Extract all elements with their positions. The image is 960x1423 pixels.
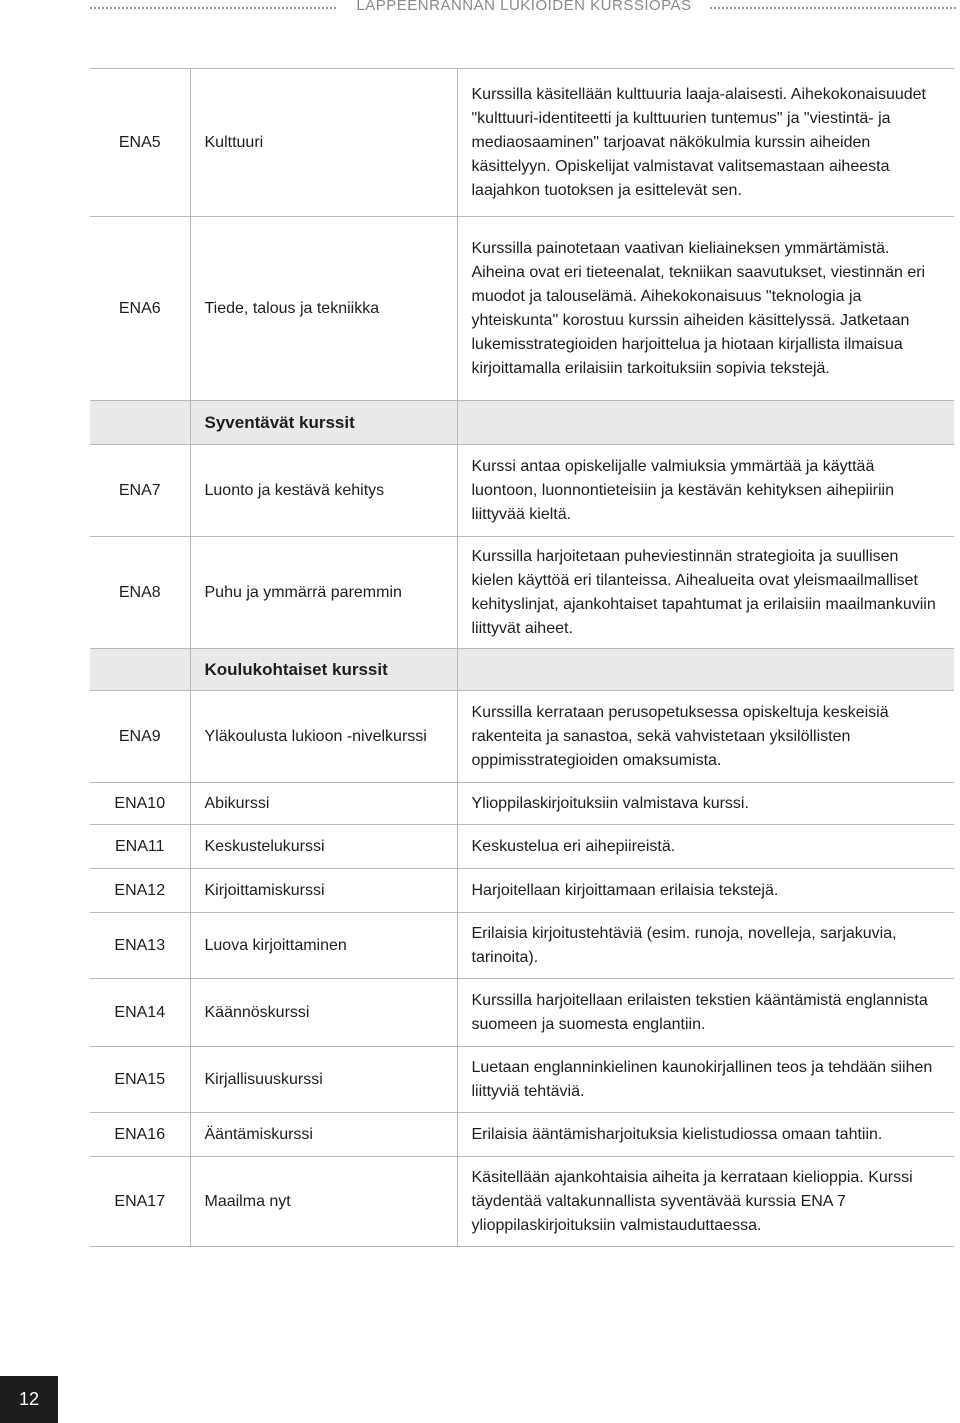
course-name: Luonto ja kestävä kehitys [190, 445, 457, 537]
course-code: ENA7 [90, 445, 190, 537]
course-name: Luova kirjoittaminen [190, 913, 457, 979]
course-code: ENA16 [90, 1113, 190, 1157]
table-row [90, 445, 954, 537]
table-row [90, 1113, 954, 1157]
table-row [90, 783, 954, 825]
course-table [90, 68, 954, 1247]
section-spacer [90, 401, 190, 445]
course-description: Kurssilla painotetaan vaativan kieliaineksen ymmärtämistä. Aiheina ovat eri tieteenalat, tekniikan saavutukset, viestinnän eri muodot ja talouselämä. Aihekokonaisuus "teknologia ja yhteiskunta" korostuu kurssin aiheiden käsittelyssä. Jatketaan lukemisstrategioiden harjoittelua ja hiotaan kirjallista ilmaisua kirjoittamalla erilaisiin tarkoituksiin sopivia tekstejä. [457, 217, 954, 401]
course-description: Ylioppilaskirjoituksiin valmistava kurssi. [457, 783, 954, 825]
page-header [0, 0, 960, 16]
header-dotted-rule-left [90, 7, 336, 9]
course-code: ENA6 [90, 217, 190, 401]
page-number: 12 [0, 1376, 58, 1423]
table-row [90, 69, 954, 217]
course-name: Puhu ja ymmärrä paremmin [190, 537, 457, 649]
course-code: ENA15 [90, 1047, 190, 1113]
header-dotted-rule-right [710, 7, 956, 9]
course-name: Käännöskurssi [190, 979, 457, 1047]
course-name: Abikurssi [190, 783, 457, 825]
course-description: Kurssi antaa opiskelijalle valmiuksia ymmärtää ja käyttää luontoon, luonnontieteisiin ja kestävän kehityksen aihepiiriin liittyvää kieltä. [457, 445, 954, 537]
course-name: Kirjallisuuskurssi [190, 1047, 457, 1113]
section-spacer [457, 401, 954, 445]
course-name: Kirjoittamiskurssi [190, 869, 457, 913]
course-name: Yläkoulusta lukioon -nivelkurssi [190, 691, 457, 783]
section-spacer [90, 649, 190, 691]
course-description: Kurssilla harjoitellaan erilaisten tekstien kääntämistä englannista suomeen ja suomesta englantiin. [457, 979, 954, 1047]
course-name: Kulttuuri [190, 69, 457, 217]
table-row [90, 1047, 954, 1113]
section-row [90, 649, 954, 691]
section-row [90, 401, 954, 445]
table-row [90, 979, 954, 1047]
table-row [90, 537, 954, 649]
course-name: Keskustelukurssi [190, 825, 457, 869]
course-description: Kurssilla harjoitetaan puheviestinnän strategioita ja suullisen kielen käyttöä eri tilanteissa. Aihealueita ovat yleismaailmalliset kehityslinjat, ajankohtaiset tapahtumat ja erilaisiin maailmankuviin liittyvät aiheet. [457, 537, 954, 649]
course-code: ENA13 [90, 913, 190, 979]
table-row [90, 869, 954, 913]
table-row [90, 1157, 954, 1247]
course-description: Erilaisia kirjoitustehtäviä (esim. runoja, novelleja, sarjakuvia, tarinoita). [457, 913, 954, 979]
course-description: Luetaan englanninkielinen kaunokirjallinen teos ja tehdään siihen liittyviä tehtäviä. [457, 1047, 954, 1113]
table-row [90, 825, 954, 869]
course-description: Keskustelua eri aihepiireistä. [457, 825, 954, 869]
table-row [90, 691, 954, 783]
course-description: Erilaisia ääntämisharjoituksia kielistudiossa omaan tahtiin. [457, 1113, 954, 1157]
course-code: ENA9 [90, 691, 190, 783]
course-code: ENA12 [90, 869, 190, 913]
course-description: Kurssilla kerrataan perusopetuksessa opiskeltuja keskeisiä rakenteita ja sanastoa, sekä vahvistetaan yksilöllisten oppimisstrategioiden omaksumista. [457, 691, 954, 783]
course-code: ENA8 [90, 537, 190, 649]
course-name: Tiede, talous ja tekniikka [190, 217, 457, 401]
course-name: Maailma nyt [190, 1157, 457, 1247]
section-heading: Koulukohtaiset kurssit [190, 649, 457, 691]
course-code: ENA11 [90, 825, 190, 869]
course-description: Käsitellään ajankohtaisia aiheita ja kerrataan kielioppia. Kurssi täydentää valtakunnallista syventävää kurssia ENA 7 ylioppilaskirjoituksiin valmistauduttaessa. [457, 1157, 954, 1247]
course-code: ENA5 [90, 69, 190, 217]
course-description: Kurssilla käsitellään kulttuuria laaja-alaisesti. Aihekokonaisuudet "kulttuuri-identiteetti ja kulttuurien tuntemus" ja "viestintä- ja mediaosaaminen" tarjoavat näkökulmia kurssin aiheiden käsittelyyn. Opiskelijat valmistavat valitsemastaan aiheesta laajahkon tuotoksen ja esittelevät sen. [457, 69, 954, 217]
course-code: ENA10 [90, 783, 190, 825]
course-code: ENA17 [90, 1157, 190, 1247]
table-row [90, 913, 954, 979]
section-heading: Syventävät kurssit [190, 401, 457, 445]
section-spacer [457, 649, 954, 691]
table-row [90, 217, 954, 401]
course-code: ENA14 [90, 979, 190, 1047]
header-title: LAPPEENRANNAN LUKIOIDEN KURSSIOPAS [356, 0, 692, 14]
course-name: Ääntämiskurssi [190, 1113, 457, 1157]
course-description: Harjoitellaan kirjoittamaan erilaisia tekstejä. [457, 869, 954, 913]
